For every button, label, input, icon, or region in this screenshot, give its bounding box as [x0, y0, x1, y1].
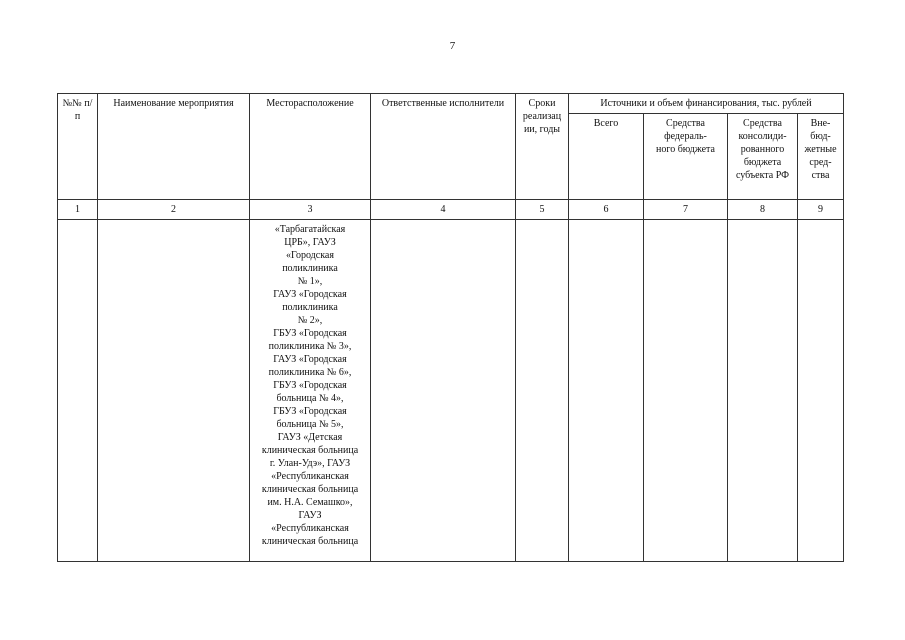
cell-total [569, 220, 644, 562]
page-number: 7 [449, 40, 456, 52]
column-number: 1 [58, 200, 98, 220]
column-number: 2 [98, 200, 250, 220]
header-total: Всего [569, 114, 644, 200]
cell-number [58, 220, 98, 562]
header-row-top [58, 94, 844, 114]
column-number: 3 [250, 200, 371, 220]
cell-consolidated [728, 220, 798, 562]
header-responsible: Ответственные исполнители [371, 94, 516, 200]
header-financing-group: Источники и объем финансирования, тыс. рублей [569, 94, 844, 114]
cell-location: «Тарбагатайская ЦРБ», ГАУЗ «Городская поликлиника № 1», ГАУЗ «Городская поликлиника № 2», ГБУЗ «Городская поликлиника № 3», ГАУЗ «Городская поликлиника № 6», ГБУЗ «Городская больница № 4», ГБУЗ «Городская больница № 5», ГАУЗ «Детская клиническая больница г. Улан-Удэ», ГАУЗ «Республиканская клиническая больница им. Н.А. Семашко», ГАУЗ «Республиканская клиническая больница [250, 220, 371, 562]
column-number: 4 [371, 200, 516, 220]
column-number: 5 [516, 200, 569, 220]
cell-extrabudgetary [798, 220, 844, 562]
column-number: 9 [798, 200, 844, 220]
header-location: Месторасположение [250, 94, 371, 200]
header-event-name: Наименование мероприятия [98, 94, 250, 200]
header-number: №№ п/п [58, 94, 98, 200]
column-numbers-row [58, 200, 844, 220]
cell-responsible [371, 220, 516, 562]
header-terms: Сроки реализац ии, годы [516, 94, 569, 200]
column-number: 6 [569, 200, 644, 220]
header-federal-budget: Средства федераль- ного бюджета [644, 114, 728, 200]
column-number: 8 [728, 200, 798, 220]
cell-terms [516, 220, 569, 562]
header-consolidated-budget: Средства консолиди- рованного бюджета субъекта РФ [728, 114, 798, 200]
header-extrabudgetary: Вне- бюд- жетные сред- ства [798, 114, 844, 200]
cell-event-name [98, 220, 250, 562]
financing-table [57, 93, 844, 562]
cell-federal [644, 220, 728, 562]
column-number: 7 [644, 200, 728, 220]
table-row [58, 220, 844, 562]
